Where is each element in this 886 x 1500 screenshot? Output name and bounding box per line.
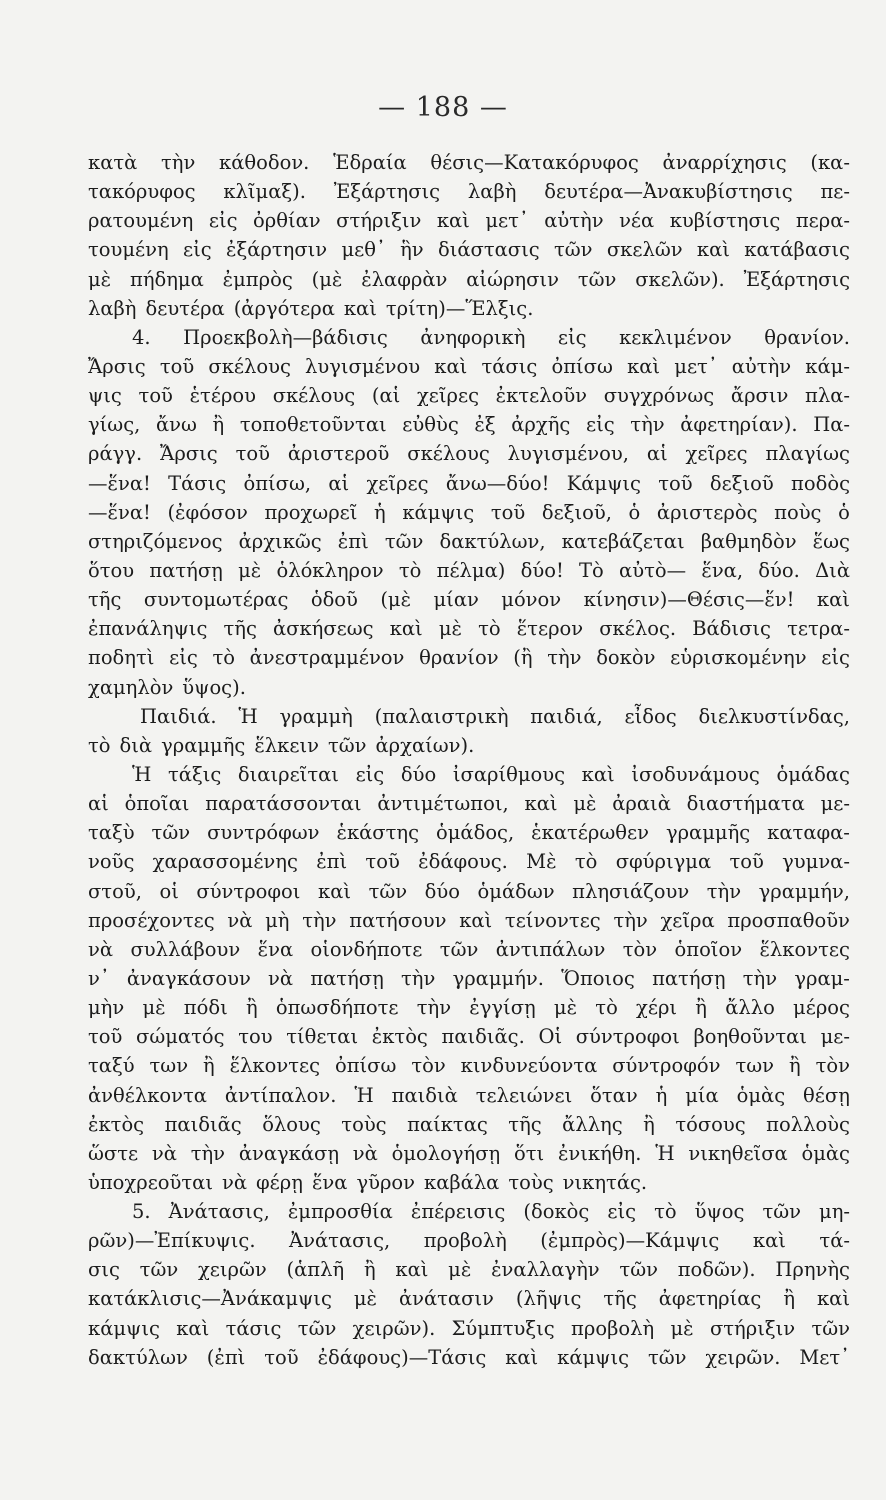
text-line: μὲ πήδημα ἐμπρὸς (μὲ ἐλαφρὰν αἰώρησιν τῶν σκελῶν). Ἐξάρτησις <box>88 267 850 291</box>
text-line: ν᾽ ἀναγκάσουν νὰ πατήσῃ τὴν γραμμήν. Ὅποιος πατήσῃ τὴν γραμ- <box>88 966 850 990</box>
text-line: ψις τοῦ ἑτέρου σκέλους (αἱ χεῖρες ἐκτελοῦν συγχρόνως ἄρσιν πλα- <box>88 384 850 408</box>
text-line: —ἕνα! (ἐφόσον προχωρεῖ ἡ κάμψις τοῦ δεξιοῦ, ὁ ἀριστερὸς ποὺς ὁ <box>88 500 850 524</box>
text-line: κατὰ τὴν κάθοδον. Ἑδραία θέσις—Κατακόρυφος ἀναρρίχησις (κα- <box>88 151 850 174</box>
text-line: ὅτου πατήσῃ μὲ ὁλόκληρον τὸ πέλμα) δύο! Τὸ αὐτὸ— ἕνα, δύο. Διὰ <box>88 558 850 582</box>
text-line: ρατουμένη εἰς ὀρθίαν στήριξιν καὶ μετ᾽ αὐτὴν νέα κυβίστησις περα- <box>88 209 850 233</box>
text-line: ἀνθέλκοντα ἀντίπαλον. Ἡ παιδιὰ τελειώνει ὅταν ἡ μία ὁμὰς θέσῃ <box>88 1083 850 1107</box>
text-line: τῆς συντομωτέρας ὁδοῦ (μὲ μίαν μόνον κίνησιν)—Θέσις—ἕν! καὶ <box>88 588 850 612</box>
text-line: λαβὴ δευτέρα (ἀργότερα καὶ τρίτη)—Ἕλξις. <box>88 296 534 320</box>
text-line: τὸ διὰ γραμμῆς ἕλκειν τῶν ἀρχαίων). <box>88 733 475 757</box>
text-line: κατάκλισις—Ἀνάκαμψις μὲ ἀνάτασιν (λῆψις τῆς ἀφετηρίας ἢ καὶ <box>88 1287 850 1311</box>
text-line: αἱ ὁποῖαι παρατάσσονται ἀντιμέτωποι, καὶ μὲ ἀραιὰ διαστήματα με- <box>88 792 850 816</box>
text-line: ἐκτὸς παιδιᾶς ὅλους τοὺς παίκτας τῆς ἄλλης ἢ τόσους πολλοὺς <box>88 1112 850 1136</box>
text-line: ρῶν)—Ἐπίκυψις. Ἀνάτασις, προβολὴ (ἐμπρὸς)—Κάμψις καὶ τά- <box>88 1229 850 1253</box>
text-line: Παιδιά. Ἡ γραμμὴ (παλαιστρικὴ παιδιά, εἶδος διελκυστίνδας, <box>140 704 850 728</box>
text-line: χαμηλὸν ὕψος). <box>88 675 246 699</box>
text-line: τακόρυφος κλῖμαξ). Ἐξάρτησις λαβὴ δευτέρα—Ἀνακυβίστησις πε- <box>88 180 850 204</box>
text-line: ὑποχρεοῦται νὰ φέρῃ ἕνα γῦρον καβάλα τοὺς νικητάς. <box>88 1170 648 1194</box>
text-line: σις τῶν χειρῶν (ἁπλῆ ἢ καὶ μὲ ἐναλλαγὴν τῶν ποδῶν). Πρηνὴς <box>88 1258 850 1282</box>
text-line: ὥστε νὰ τὴν ἀναγκάσῃ νὰ ὁμολογήσῃ ὅτι ἐνικήθη. Ἡ νικηθεῖσα ὁμὰς <box>88 1141 850 1165</box>
text-line: ράγγ. Ἄρσις τοῦ ἀριστεροῦ σκέλους λυγισμένου, αἱ χεῖρες πλαγίως <box>88 442 850 466</box>
text-line: —ἕνα! Τάσις ὀπίσω, αἱ χεῖρες ἄνω—δύο! Κάμψις τοῦ δεξιοῦ ποδὸς <box>88 471 850 495</box>
text-line: Ἄρσις τοῦ σκέλους λυγισμένου καὶ τάσις ὀπίσω καὶ μετ᾽ αὐτὴν κάμ- <box>88 354 850 378</box>
text-body <box>88 148 850 1372</box>
text-line: νὰ συλλάβουν ἕνα οἱονδήποτε τῶν ἀντιπάλων τὸν ὁποῖον ἕλκοντες <box>88 937 850 961</box>
text-line: δακτύλων (ἐπὶ τοῦ ἐδάφους)—Τάσις καὶ κάμψις τῶν χειρῶν. Μετ᾽ <box>88 1345 850 1369</box>
text-line: τοῦ σώματός του τίθεται ἐκτὸς παιδιᾶς. Οἱ σύντροφοι βοηθοῦνται με- <box>88 1025 850 1049</box>
text-line: ταξύ των ἢ ἕλκοντες ὀπίσω τὸν κινδυνεύοντα σύντροφόν των ἢ τὸν <box>88 1054 850 1078</box>
text-line: μὴν μὲ πόδι ἢ ὁπωσδήποτε τὴν ἐγγίσῃ μὲ τὸ χέρι ἢ ἄλλο μέρος <box>88 996 850 1020</box>
text-line: γίως, ἄνω ἢ τοποθετοῦνται εὐθὺς ἐξ ἀρχῆς εἰς τὴν ἀφετηρίαν). Πα- <box>88 413 850 437</box>
text-line: νοῦς χαρασσομένης ἐπὶ τοῦ ἐδάφους. Μὲ τὸ σφύριγμα τοῦ γυμνα- <box>88 850 850 874</box>
text-line: στοῦ, οἱ σύντροφοι καὶ τῶν δύο ὁμάδων πλησιάζουν τὴν γραμμήν, <box>88 879 850 903</box>
text-line: προσέχοντες νὰ μὴ τὴν πατήσουν καὶ τείνοντες τὴν χεῖρα προσπαθοῦν <box>88 908 850 932</box>
text-line: κάμψις καὶ τάσις τῶν χειρῶν). Σύμπτυξις προβολὴ μὲ στήριξιν τῶν <box>88 1316 850 1340</box>
text-line: ἐπανάληψις τῆς ἀσκήσεως καὶ μὲ τὸ ἕτερον σκέλος. Βάδισις τετρα- <box>88 617 850 641</box>
text-line: Ἡ τάξις διαιρεῖται εἰς δύο ἰσαρίθμους καὶ ἰσοδυνάμους ὁμάδας <box>132 762 850 786</box>
text-line: ποδητὶ εἰς τὸ ἀνεστραμμένον θρανίον (ἢ τὴν δοκὸν εὑρισκομένην εἰς <box>88 646 850 670</box>
text-line: ταξὺ τῶν συντρόφων ἑκάστης ὁμάδος, ἑκατέρωθεν γραμμῆς καταφα- <box>88 821 850 845</box>
text-line: τουμένη εἰς ἐξάρτησιν μεθ᾽ ἣν διάστασις τῶν σκελῶν καὶ κατάβασις <box>88 238 850 262</box>
text-line: 5. Ἀνάτασις, ἐμπροσθία ἐπέρεισις (δοκὸς εἰς τὸ ὕψος τῶν μη- <box>132 1200 850 1224</box>
page-number: — 188 — <box>378 92 508 123</box>
text-line: στηριζόμενος ἀρχικῶς ἐπὶ τῶν δακτύλων, κατεβάζεται βαθμηδὸν ἕως <box>88 529 850 553</box>
text-line: 4. Προεκβολὴ—βάδισις ἀνηφορικὴ εἰς κεκλιμένον θρανίον. <box>132 325 850 349</box>
